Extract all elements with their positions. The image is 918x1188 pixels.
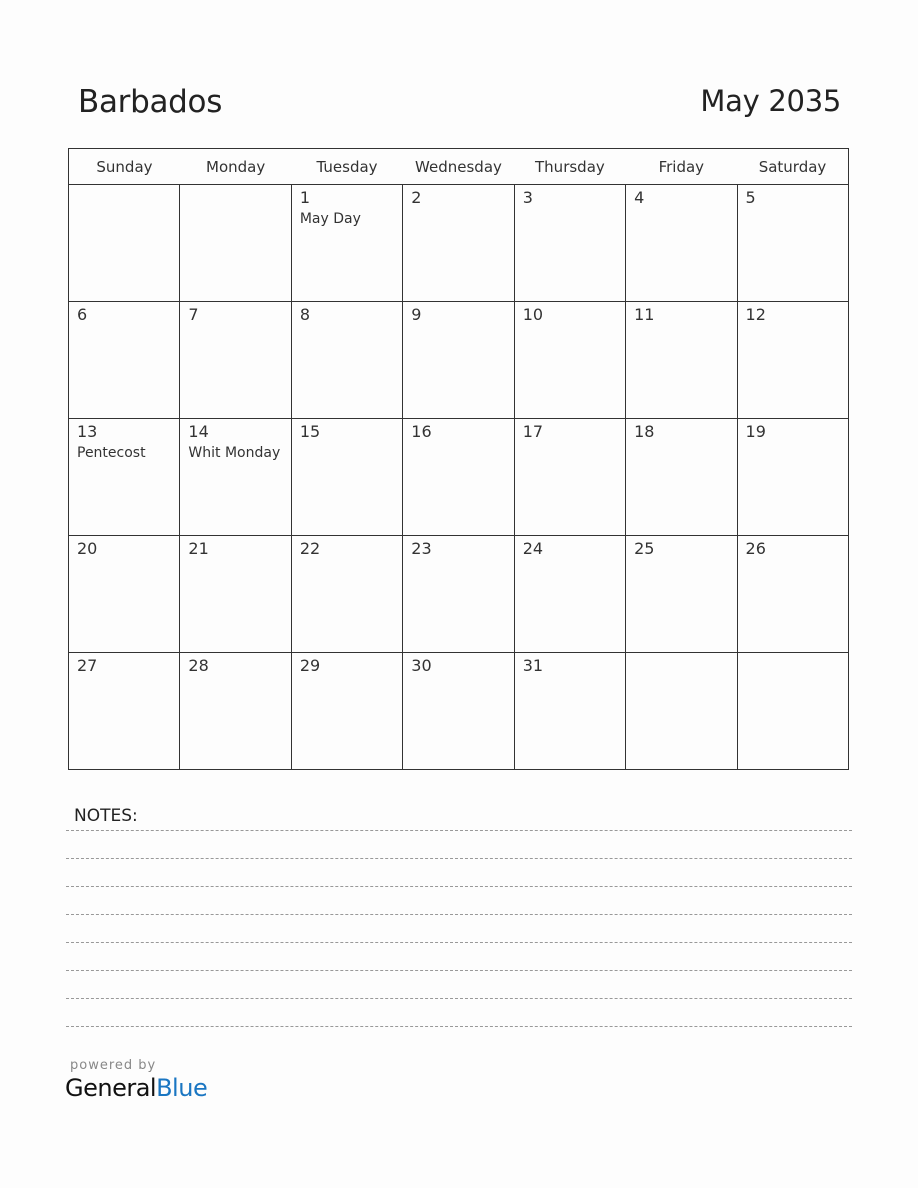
week-row (69, 302, 849, 419)
powered-by-text: powered by (70, 1058, 157, 1073)
day-cell (180, 536, 291, 653)
day-number: 16 (411, 422, 432, 441)
notes-label: NOTES: (74, 806, 138, 826)
day-number: 31 (522, 656, 544, 675)
day-number: 8 (299, 305, 311, 324)
week-row (69, 185, 849, 302)
day-number: 6 (77, 305, 88, 324)
day-cell (403, 536, 514, 653)
day-number: 28 (188, 656, 209, 675)
weekday-tuesday: Tuesday (291, 149, 402, 185)
weekday-thursday: Thursday (514, 149, 625, 185)
day-cell (626, 419, 737, 536)
holiday-label: Whit Monday (188, 445, 281, 461)
day-number: 25 (634, 539, 655, 558)
day-cell (514, 653, 625, 770)
day-cell (403, 185, 514, 302)
week-row (69, 653, 849, 770)
day-number: 3 (522, 188, 533, 207)
notes-line (66, 1026, 852, 1027)
day-cell (737, 419, 848, 536)
day-cell (514, 185, 625, 302)
day-number: 15 (299, 422, 321, 441)
day-cell (737, 653, 848, 770)
day-number: 9 (411, 305, 422, 324)
day-cell (514, 419, 625, 536)
day-number: 11 (634, 305, 655, 324)
day-number: 27 (77, 656, 98, 675)
day-cell (291, 536, 402, 653)
brand-general: General (65, 1074, 157, 1102)
day-cell (514, 302, 625, 419)
day-number: 10 (522, 305, 544, 324)
day-cell (291, 653, 402, 770)
day-cell (69, 302, 180, 419)
day-number: 5 (745, 188, 756, 207)
holiday-label: Pentecost (77, 445, 146, 461)
day-number: 13 (77, 422, 98, 441)
notes-line (66, 830, 852, 831)
day-cell (69, 419, 180, 536)
day-number: 30 (411, 656, 432, 675)
day-cell (626, 185, 737, 302)
day-cell (180, 419, 291, 536)
day-number: 19 (745, 422, 766, 441)
day-cell (69, 185, 180, 302)
day-cell (403, 302, 514, 419)
day-number: 22 (299, 539, 321, 558)
day-number: 18 (634, 422, 655, 441)
notes-line (66, 858, 852, 859)
day-cell (626, 302, 737, 419)
weekday-friday: Friday (626, 149, 737, 185)
weekday-wednesday: Wednesday (403, 149, 514, 185)
weekday-monday: Monday (180, 149, 291, 185)
day-cell (180, 653, 291, 770)
day-cell (69, 653, 180, 770)
notes-line (66, 970, 852, 971)
day-cell (291, 185, 402, 302)
day-cell (291, 302, 402, 419)
week-row (69, 419, 849, 536)
day-number: 17 (522, 422, 544, 441)
day-number: 26 (745, 539, 766, 558)
day-cell (69, 536, 180, 653)
day-number: 21 (188, 539, 209, 558)
week-row (69, 536, 849, 653)
country-title: Barbados (78, 84, 223, 120)
day-cell (737, 185, 848, 302)
day-cell (291, 419, 402, 536)
day-cell (737, 302, 848, 419)
notes-line (66, 914, 852, 915)
notes-line (66, 942, 852, 943)
day-cell (737, 536, 848, 653)
day-number: 24 (522, 539, 544, 558)
day-cell (180, 302, 291, 419)
notes-line (66, 886, 852, 887)
month-year-title: May 2035 (700, 84, 841, 118)
holiday-label: May Day (299, 211, 361, 227)
weekday-sunday: Sunday (69, 149, 180, 185)
notes-line (66, 998, 852, 999)
day-number: 20 (77, 539, 98, 558)
day-cell (626, 536, 737, 653)
day-number: 29 (299, 656, 321, 675)
day-cell (180, 185, 291, 302)
day-cell (403, 653, 514, 770)
day-number: 14 (188, 422, 209, 441)
day-cell (403, 419, 514, 536)
day-number: 12 (745, 305, 766, 324)
generalblue-logo (65, 1074, 207, 1102)
day-number: 1 (299, 188, 311, 207)
brand-blue: Blue (156, 1074, 208, 1102)
weekday-saturday: Saturday (737, 149, 848, 185)
weekday-header-row (69, 149, 849, 185)
day-cell (514, 536, 625, 653)
day-number: 4 (634, 188, 645, 207)
day-number: 2 (411, 188, 422, 207)
day-number: 7 (188, 305, 199, 324)
day-number: 23 (411, 539, 432, 558)
calendar-grid (68, 148, 849, 770)
day-cell (626, 653, 737, 770)
